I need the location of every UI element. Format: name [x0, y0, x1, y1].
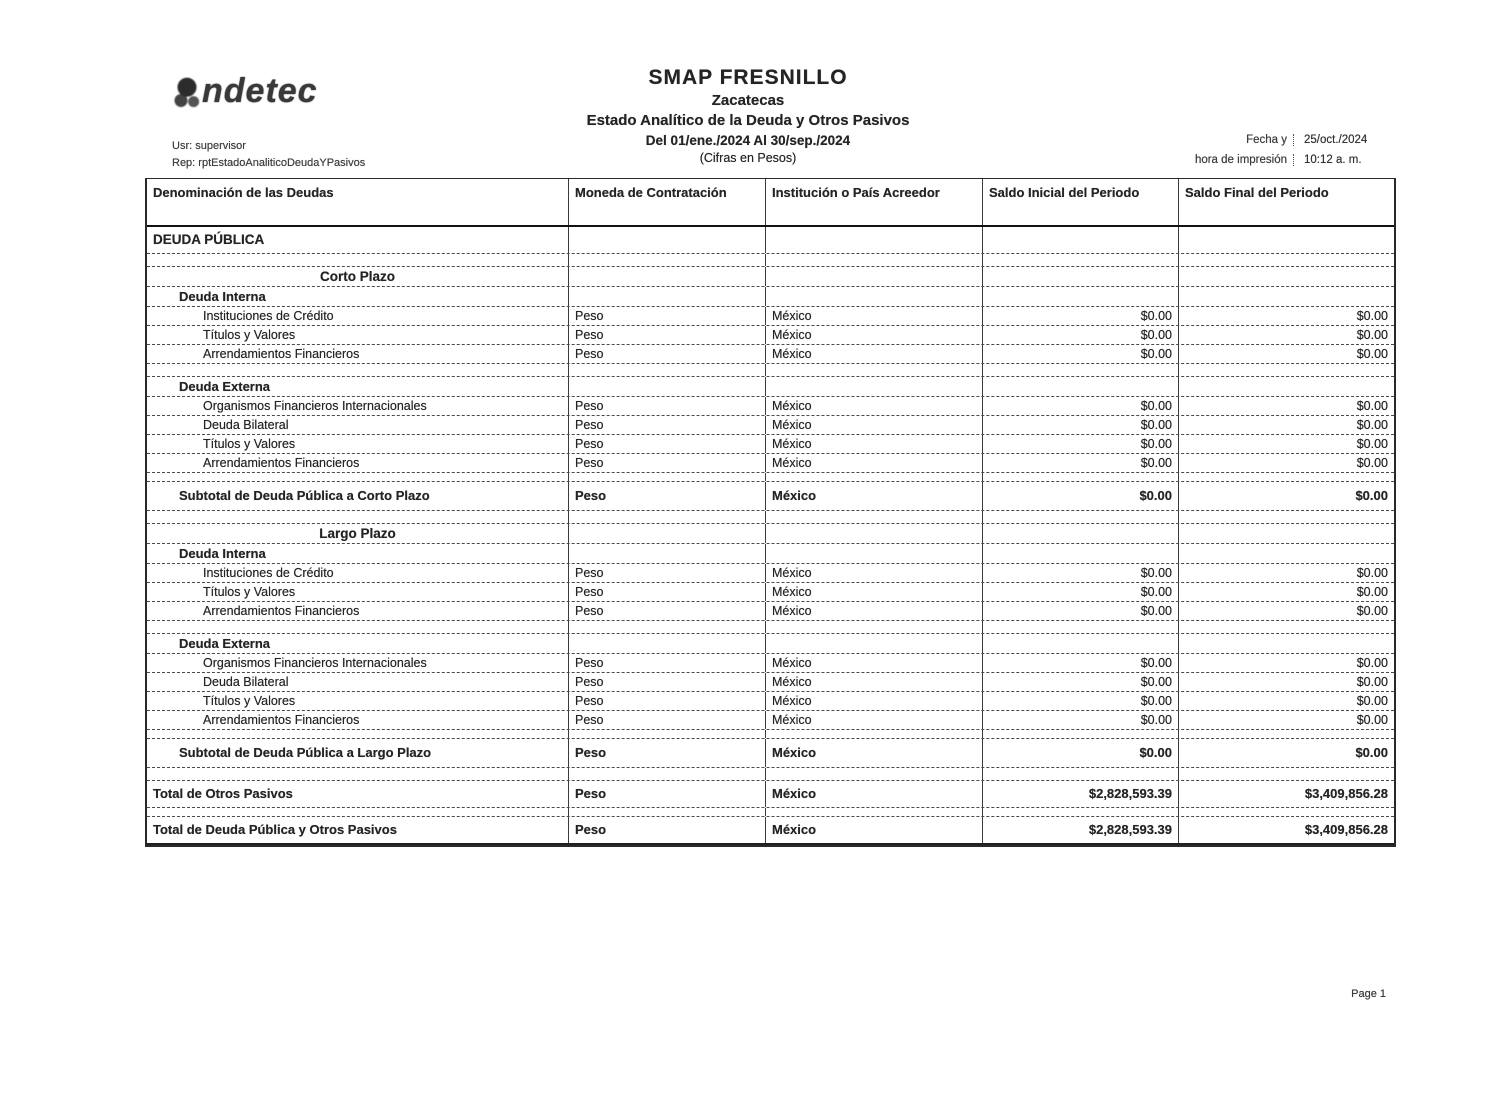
cell-saldo-final — [1178, 227, 1394, 253]
report-title-block — [248, 66, 1248, 165]
cell-denominacion: Deuda Bilateral — [203, 675, 289, 689]
cell-saldo-inicial: $0.00 — [982, 739, 1178, 767]
table-row — [147, 307, 1394, 326]
cell-pais — [765, 473, 982, 481]
cell-pais — [765, 808, 982, 816]
cell-saldo-inicial: $2,828,593.39 — [982, 817, 1178, 843]
cell-denominacion — [147, 621, 568, 633]
cell-saldo-inicial — [982, 621, 1178, 633]
table-row — [147, 739, 1394, 768]
cell-saldo-inicial — [982, 730, 1178, 738]
cell-saldo-final: $0.00 — [1178, 673, 1394, 691]
cell-pais: México — [765, 326, 982, 344]
cell-moneda — [568, 287, 765, 306]
cell-pais: México — [765, 583, 982, 601]
cell-saldo-inicial — [982, 377, 1178, 396]
cell-saldo-inicial — [982, 768, 1178, 780]
cell-pais — [765, 544, 982, 563]
cell-denominacion: Títulos y Valores — [203, 437, 296, 451]
table-row — [147, 416, 1394, 435]
cell-moneda — [568, 730, 765, 738]
cell-denominacion — [147, 730, 568, 738]
cell-pais: México — [765, 781, 982, 807]
cell-denominacion: Subtotal de Deuda Pública a Corto Plazo — [179, 488, 430, 503]
cell-saldo-final — [1178, 267, 1394, 286]
table-row — [147, 711, 1394, 730]
cell-denominacion: Largo Plazo — [319, 526, 396, 541]
cell-moneda — [568, 267, 765, 286]
cell-saldo-final — [1178, 287, 1394, 306]
table-row — [147, 673, 1394, 692]
cell-saldo-inicial: $0.00 — [982, 602, 1178, 620]
cell-saldo-inicial — [982, 634, 1178, 653]
cell-saldo-final — [1178, 364, 1394, 376]
cell-saldo-inicial: $0.00 — [982, 345, 1178, 363]
cell-pais: México — [765, 307, 982, 325]
print-date-label: Fecha y — [1246, 134, 1287, 146]
cell-moneda: Peso — [568, 416, 765, 434]
print-date-block — [1195, 134, 1396, 174]
cell-saldo-final: $0.00 — [1178, 482, 1394, 510]
cell-pais — [765, 730, 982, 738]
cell-pais: México — [765, 435, 982, 453]
debt-table — [145, 178, 1396, 847]
table-row — [147, 287, 1394, 307]
cell-moneda: Peso — [568, 345, 765, 363]
cell-saldo-final: $0.00 — [1178, 307, 1394, 325]
cell-saldo-final — [1178, 544, 1394, 563]
cell-pais: México — [765, 711, 982, 729]
report-id-line: Rep: rptEstadoAnaliticoDeudaYPasivos — [172, 157, 366, 169]
cell-saldo-inicial: $0.00 — [982, 583, 1178, 601]
cell-moneda — [568, 364, 765, 376]
print-time-value: 10:12 a. m. — [1293, 154, 1396, 166]
cell-saldo-final — [1178, 254, 1394, 266]
cell-denominacion: Arrendamientos Financieros — [203, 347, 360, 361]
cell-saldo-final — [1178, 768, 1394, 780]
cell-moneda — [568, 808, 765, 816]
cell-moneda: Peso — [568, 654, 765, 672]
cell-pais — [765, 377, 982, 396]
cell-saldo-final — [1178, 621, 1394, 633]
table-spacer-row — [147, 473, 1394, 482]
cell-saldo-final: $0.00 — [1178, 326, 1394, 344]
cell-moneda: Peso — [568, 692, 765, 710]
table-row — [147, 454, 1394, 473]
cell-pais: México — [765, 739, 982, 767]
table-row — [147, 583, 1394, 602]
cell-saldo-inicial — [982, 267, 1178, 286]
cell-denominacion: Instituciones de Crédito — [203, 566, 334, 580]
page-number: Page 1 — [1351, 988, 1386, 1000]
cell-denominacion: Total de Deuda Pública y Otros Pasivos — [153, 822, 397, 837]
cell-saldo-final: $0.00 — [1178, 602, 1394, 620]
cell-pais — [765, 524, 982, 543]
table-row — [147, 544, 1394, 564]
col-header-denominacion: Denominación de las Deudas — [153, 185, 334, 200]
cell-pais — [765, 364, 982, 376]
cell-moneda — [568, 634, 765, 653]
cell-pais — [765, 634, 982, 653]
cell-pais: México — [765, 454, 982, 472]
cell-pais — [765, 267, 982, 286]
cell-denominacion: Instituciones de Crédito — [203, 309, 334, 323]
cell-denominacion: Títulos y Valores — [203, 328, 296, 342]
cell-denominacion: DEUDA PÚBLICA — [153, 232, 265, 247]
table-spacer-row — [147, 621, 1394, 634]
table-spacer-row — [147, 364, 1394, 377]
cell-saldo-final: $0.00 — [1178, 692, 1394, 710]
print-date-value: 25/oct./2024 — [1293, 134, 1396, 146]
table-spacer-row — [147, 730, 1394, 739]
cell-moneda — [568, 621, 765, 633]
entity-state: Zacatecas — [711, 92, 785, 109]
cell-denominacion: Deuda Externa — [179, 636, 271, 651]
cell-moneda — [568, 473, 765, 481]
cell-pais: México — [765, 482, 982, 510]
cell-saldo-final: $0.00 — [1178, 416, 1394, 434]
cell-saldo-final: $0.00 — [1178, 711, 1394, 729]
cell-moneda: Peso — [568, 397, 765, 415]
cell-denominacion: Deuda Bilateral — [203, 418, 289, 432]
table-row — [147, 227, 1394, 254]
cell-moneda: Peso — [568, 482, 765, 510]
cell-saldo-final — [1178, 634, 1394, 653]
cell-saldo-final: $0.00 — [1178, 564, 1394, 582]
cell-denominacion — [147, 511, 568, 523]
cell-denominacion — [147, 254, 568, 266]
cell-saldo-inicial — [982, 511, 1178, 523]
table-body — [147, 227, 1394, 845]
cell-denominacion: Arrendamientos Financieros — [203, 604, 360, 618]
cell-denominacion: Deuda Interna — [179, 289, 266, 304]
cell-denominacion: Corto Plazo — [319, 269, 395, 284]
table-row — [147, 654, 1394, 673]
table-spacer-row — [147, 768, 1394, 781]
cell-denominacion: Deuda Externa — [179, 379, 271, 394]
table-row — [147, 602, 1394, 621]
cell-pais: México — [765, 817, 982, 843]
cell-denominacion: Arrendamientos Financieros — [203, 456, 360, 470]
cell-saldo-final: $0.00 — [1178, 739, 1394, 767]
cell-saldo-inicial: $0.00 — [982, 692, 1178, 710]
cell-saldo-final: $3,409,856.28 — [1178, 817, 1394, 843]
cell-saldo-inicial — [982, 364, 1178, 376]
cell-pais: México — [765, 397, 982, 415]
cell-pais — [765, 621, 982, 633]
cell-saldo-final — [1178, 524, 1394, 543]
cell-saldo-inicial: $0.00 — [982, 435, 1178, 453]
cell-denominacion — [147, 473, 568, 481]
cell-moneda — [568, 511, 765, 523]
table-row — [147, 435, 1394, 454]
table-row — [147, 524, 1394, 544]
print-time-label: hora de impresión — [1194, 154, 1287, 166]
cell-pais: México — [765, 673, 982, 691]
cell-denominacion — [147, 364, 568, 376]
cell-denominacion: Organismos Financieros Internacionales — [203, 656, 427, 670]
cell-moneda: Peso — [568, 711, 765, 729]
table-row — [147, 326, 1394, 345]
cell-moneda: Peso — [568, 781, 765, 807]
cell-saldo-inicial: $0.00 — [982, 454, 1178, 472]
cell-moneda — [568, 227, 765, 253]
report-title: Estado Analítico de la Deuda y Otros Pasivos — [586, 112, 910, 129]
cell-denominacion: Organismos Financieros Internacionales — [203, 399, 427, 413]
cell-moneda: Peso — [568, 602, 765, 620]
cell-saldo-inicial: $0.00 — [982, 416, 1178, 434]
cell-saldo-final — [1178, 377, 1394, 396]
cell-saldo-inicial — [982, 473, 1178, 481]
table-row — [147, 267, 1394, 287]
cell-moneda — [568, 254, 765, 266]
cell-pais: México — [765, 345, 982, 363]
cell-moneda — [568, 768, 765, 780]
cell-saldo-final — [1178, 473, 1394, 481]
cell-denominacion: Deuda Interna — [179, 546, 266, 561]
cell-saldo-inicial — [982, 287, 1178, 306]
cell-pais — [765, 511, 982, 523]
cell-moneda — [568, 544, 765, 563]
cell-denominacion — [147, 768, 568, 780]
cell-moneda: Peso — [568, 739, 765, 767]
col-header-institucion: Institución o País Acreedor — [765, 179, 982, 225]
cell-saldo-final — [1178, 511, 1394, 523]
cell-saldo-inicial: $0.00 — [982, 564, 1178, 582]
cell-saldo-inicial: $0.00 — [982, 397, 1178, 415]
cell-saldo-inicial — [982, 524, 1178, 543]
table-row — [147, 817, 1394, 845]
report-units: (Cifras en Pesos) — [699, 151, 797, 165]
col-header-saldo-final: Saldo Final del Periodo — [1178, 179, 1394, 225]
col-header-saldo-inicial: Saldo Inicial del Periodo — [982, 179, 1178, 225]
indetec-logo-flower-icon — [172, 72, 202, 110]
cell-moneda: Peso — [568, 435, 765, 453]
table-row — [147, 345, 1394, 364]
indetec-logo-text: ndetec — [202, 72, 318, 110]
cell-moneda: Peso — [568, 673, 765, 691]
cell-pais: México — [765, 692, 982, 710]
table-row — [147, 482, 1394, 511]
table-row — [147, 692, 1394, 711]
cell-pais: México — [765, 654, 982, 672]
cell-denominacion: Títulos y Valores — [203, 585, 296, 599]
cell-pais — [765, 287, 982, 306]
cell-saldo-final: $0.00 — [1178, 345, 1394, 363]
cell-saldo-final: $0.00 — [1178, 435, 1394, 453]
cell-saldo-final: $0.00 — [1178, 454, 1394, 472]
cell-saldo-final — [1178, 808, 1394, 816]
cell-pais: México — [765, 564, 982, 582]
table-row — [147, 397, 1394, 416]
cell-saldo-inicial: $0.00 — [982, 711, 1178, 729]
cell-moneda: Peso — [568, 583, 765, 601]
cell-moneda — [568, 524, 765, 543]
cell-saldo-inicial — [982, 227, 1178, 253]
cell-pais — [765, 254, 982, 266]
entity-title: SMAP FRESNILLO — [648, 66, 848, 89]
table-row — [147, 634, 1394, 654]
cell-moneda: Peso — [568, 307, 765, 325]
report-period: Del 01/ene./2024 Al 30/sep./2024 — [645, 133, 851, 148]
cell-saldo-final: $0.00 — [1178, 654, 1394, 672]
cell-denominacion: Subtotal de Deuda Pública a Largo Plazo — [179, 745, 432, 760]
table-row — [147, 377, 1394, 397]
cell-saldo-inicial: $2,828,593.39 — [982, 781, 1178, 807]
cell-pais — [765, 768, 982, 780]
table-spacer-row — [147, 254, 1394, 267]
table-spacer-row — [147, 808, 1394, 817]
cell-saldo-final: $3,409,856.28 — [1178, 781, 1394, 807]
cell-saldo-inicial — [982, 808, 1178, 816]
table-header-row — [147, 179, 1394, 227]
cell-saldo-final — [1178, 730, 1394, 738]
cell-saldo-final: $0.00 — [1178, 397, 1394, 415]
cell-denominacion: Arrendamientos Financieros — [203, 713, 360, 727]
cell-denominacion: Títulos y Valores — [203, 694, 296, 708]
cell-pais — [765, 227, 982, 253]
cell-pais: México — [765, 602, 982, 620]
cell-saldo-inicial: $0.00 — [982, 654, 1178, 672]
cell-saldo-final: $0.00 — [1178, 583, 1394, 601]
table-row — [147, 564, 1394, 583]
cell-moneda — [568, 377, 765, 396]
cell-pais: México — [765, 416, 982, 434]
cell-moneda: Peso — [568, 326, 765, 344]
cell-denominacion: Total de Otros Pasivos — [153, 786, 293, 801]
cell-saldo-inicial: $0.00 — [982, 482, 1178, 510]
table-spacer-row — [147, 511, 1394, 524]
user-line: Usr: supervisor — [172, 140, 246, 152]
cell-moneda: Peso — [568, 817, 765, 843]
cell-saldo-inicial — [982, 544, 1178, 563]
table-row — [147, 781, 1394, 808]
cell-saldo-inicial: $0.00 — [982, 326, 1178, 344]
cell-saldo-inicial: $0.00 — [982, 307, 1178, 325]
cell-saldo-inicial: $0.00 — [982, 673, 1178, 691]
cell-moneda: Peso — [568, 564, 765, 582]
col-header-moneda: Moneda de Contratación — [568, 179, 765, 225]
cell-saldo-inicial — [982, 254, 1178, 266]
cell-moneda: Peso — [568, 454, 765, 472]
cell-denominacion — [147, 808, 568, 816]
